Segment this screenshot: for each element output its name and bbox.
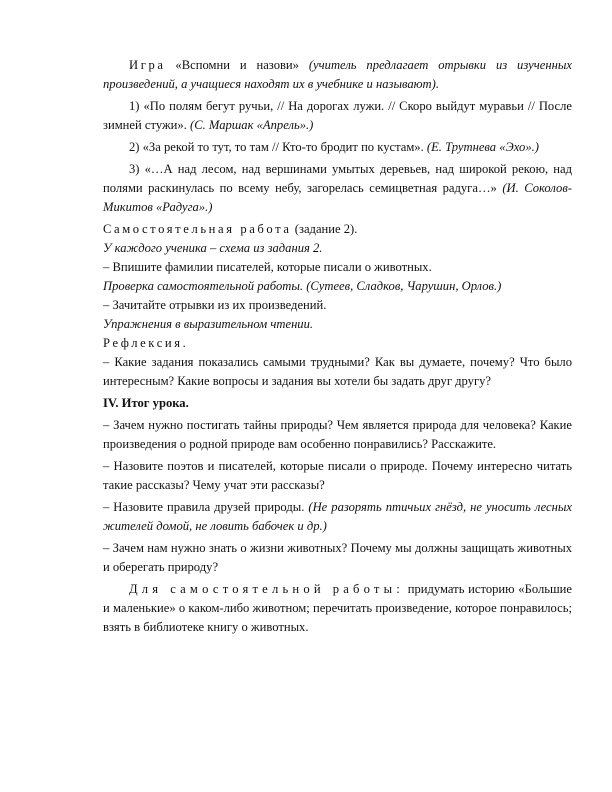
excerpt-1 [103,97,572,135]
write-names-task: – Впишите фамилии писателей, которые писали о животных. [103,260,432,274]
homework-paragraph [103,580,572,637]
excerpt-3-text: 3) «…А над лесом, над вершинами умытых деревьев, над широкой рекою, над полями раскинулась по всему небу, загорелась семицветная радуга…» [103,162,572,195]
summary-question-3 [103,498,572,536]
summary-question-3-note: (Не разорять птичьих гнёзд, не уносить лесных жителей домой, не ловить бабочек и др.) [103,500,572,533]
homework-text: придумать историю «Большие и маленькие» о каком-либо животном; перечитать произведение, которое понравилось; взять в библиотеке книгу о животных. [103,582,573,634]
excerpt-3 [103,160,572,217]
reading-exercise-note: Упражнения в выразительном чтении. [103,317,314,331]
check-work-note: Проверка самостоятельной работы. (Сутеев, Сладков, Чарушин, Орлов.) [103,279,502,293]
game-paragraph [103,56,572,94]
excerpt-1-source: (С. Маршак «Апрель».) [190,118,314,132]
summary-question-2: – Назовите поэтов и писателей, которые писали о природе. Почему интересно читать такие рассказы? Чему учат эти рассказы? [103,459,572,492]
game-note: (учитель предлагает отрывки из изученных произведений, а учащиеся находят их в учебнике и называют). [103,58,572,91]
summary-question-1: – Зачем нужно постигать тайны природы? Чем является природа для человека? Какие произведения о родной природе вам особенно понравились? Расскажите. [103,418,572,451]
lesson-summary-heading: IV. Итог урока. [103,396,189,410]
scheme-note: У каждого ученика – схема из задания 2. [103,241,323,255]
excerpt-3-source: (И. Соколов-Микитов «Радуга».) [103,181,572,214]
independent-work-task: (задание 2). [291,222,358,236]
excerpt-2-source: (Е. Трутнева «Эхо».) [426,140,539,154]
game-lead: Игра [129,58,166,72]
excerpt-2 [103,138,572,157]
independent-work-heading [103,220,572,239]
document-body [103,56,572,637]
summary-question-3-text: – Назовите правила друзей природы. [103,500,309,514]
excerpt-1-text: 1) «По полям бегут ручьи, // На дорогах лужи. // Скоро выйдут муравьи // После зимней стужи». [103,99,572,132]
reflection-questions: – Какие задания показались самыми трудными? Как вы думаете, почему? Что было интересным? Какие вопросы и задания вы хотели бы задать друг другу? [103,355,572,388]
independent-work-lead: Самостоятельная работа [103,222,292,236]
summary-question-4: – Зачем нам нужно знать о жизни животных? Почему мы должны защищать животных и оберегать природу? [103,541,572,574]
reflection-heading: Рефлексия. [103,336,189,350]
excerpt-2-text: 2) «За рекой то тут, то там // Кто-то бродит по кустам». [129,140,427,154]
read-excerpts-task: – Зачитайте отрывки из их произведений. [103,298,327,312]
game-title: «Вспомни и назови» [165,58,309,72]
homework-lead: Для самостоятельной работы: [129,582,404,596]
